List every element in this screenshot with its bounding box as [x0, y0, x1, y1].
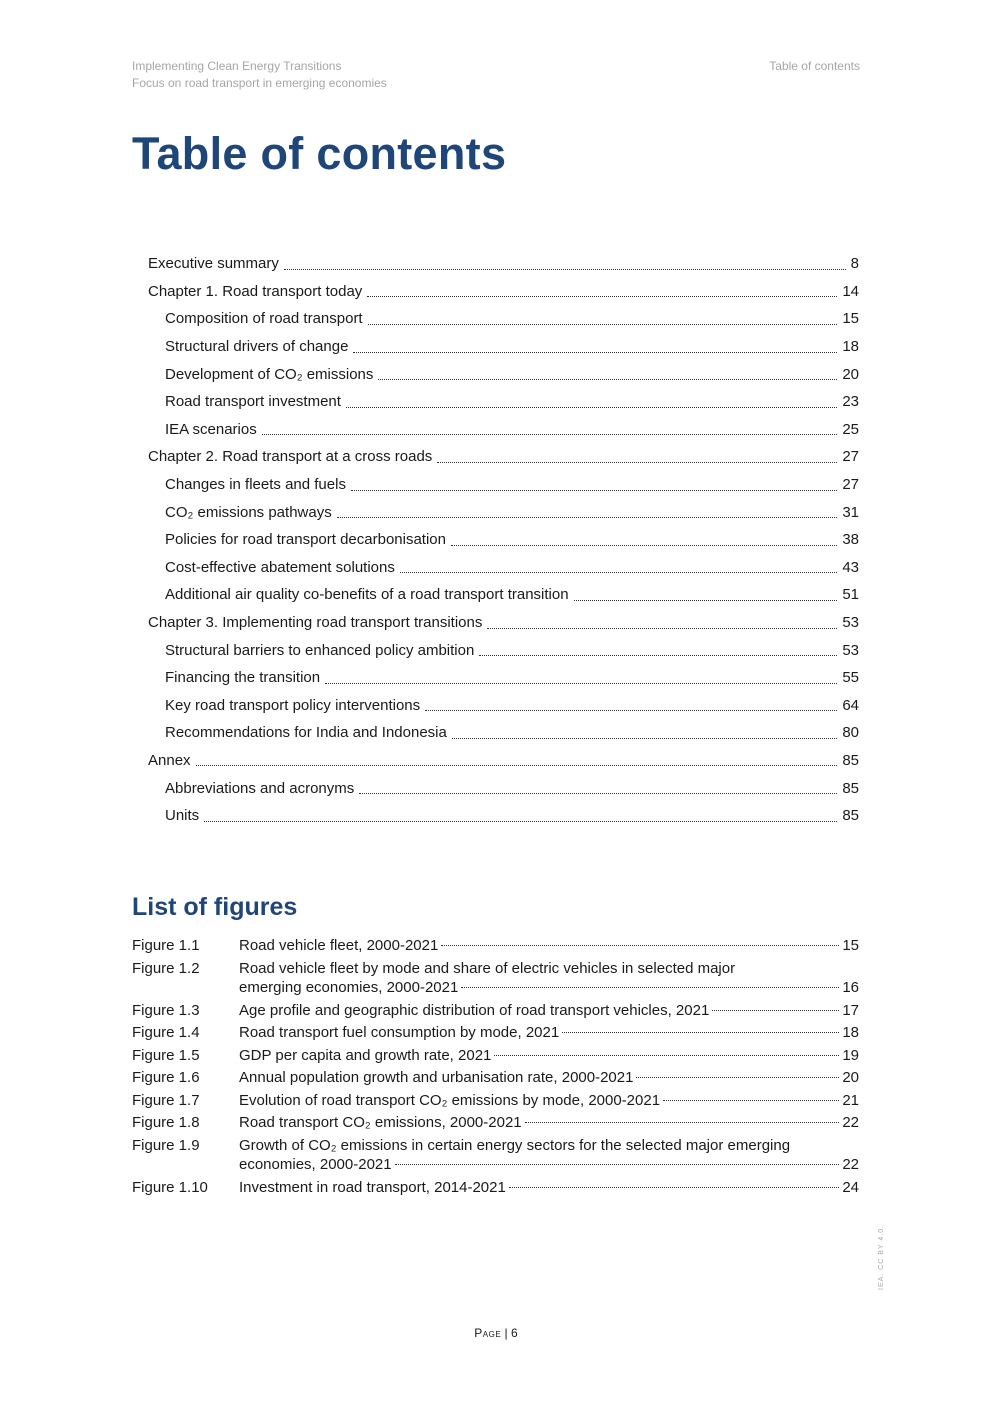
table-of-contents — [148, 250, 859, 829]
toc-entry[interactable] — [148, 526, 859, 554]
figure-caption-line — [239, 1178, 859, 1198]
dot-leader — [359, 792, 837, 794]
dot-leader — [395, 1164, 840, 1165]
figure-number: Figure 1.2 — [132, 959, 200, 977]
figure-number: Figure 1.9 — [132, 1136, 200, 1154]
toc-entry-page: 85 — [842, 807, 859, 825]
figure-entry[interactable] — [132, 936, 859, 956]
figure-page: 15 — [842, 937, 859, 954]
toc-entry-page: 31 — [842, 503, 859, 521]
toc-entry-page: 25 — [842, 420, 859, 438]
figure-page: 19 — [842, 1046, 859, 1064]
toc-entry[interactable] — [148, 609, 859, 637]
figure-caption-text: Age profile and geographic distribution of road transport vehicles, 2021 — [239, 1001, 710, 1019]
figure-caption-line — [239, 1001, 859, 1021]
figure-caption-text: Road vehicle fleet, 2000-2021 — [239, 937, 439, 954]
dot-leader — [337, 516, 838, 518]
toc-entry-page: 27 — [842, 476, 859, 494]
figure-caption — [239, 1023, 859, 1043]
toc-entry[interactable] — [148, 719, 859, 747]
toc-entry[interactable] — [148, 305, 859, 333]
toc-entry-page: 18 — [842, 338, 859, 356]
dot-leader — [400, 571, 837, 573]
dot-leader — [574, 599, 838, 601]
figure-caption-text: Road transport fuel consumption by mode, 2021 — [239, 1024, 560, 1041]
figure-caption — [239, 1001, 859, 1021]
figure-number: Figure 1.10 — [132, 1178, 208, 1196]
toc-entry-page: 85 — [842, 751, 859, 769]
toc-entry-page: 20 — [842, 365, 859, 383]
figure-caption-text: GDP per capita and growth rate, 2021 — [239, 1046, 492, 1064]
page-footer — [0, 1326, 992, 1340]
toc-entry[interactable] — [148, 388, 859, 416]
toc-entry-page: 8 — [850, 255, 859, 273]
dot-leader — [441, 945, 839, 946]
toc-entry[interactable] — [148, 333, 859, 361]
figure-caption-line — [239, 959, 859, 979]
dot-leader — [712, 1010, 839, 1011]
toc-entry-page: 80 — [842, 724, 859, 742]
figure-entry[interactable] — [132, 1001, 859, 1021]
figure-entry[interactable] — [132, 959, 859, 998]
figure-number: Figure 1.5 — [132, 1046, 200, 1064]
figure-number: Figure 1.6 — [132, 1069, 200, 1086]
figure-caption — [239, 959, 859, 998]
dot-leader — [325, 682, 837, 684]
figure-caption-text: Road vehicle fleet by mode and share of electric vehicles in selected major — [239, 959, 736, 977]
toc-entry[interactable] — [148, 554, 859, 582]
dot-leader — [452, 737, 837, 739]
figure-page: 21 — [842, 1091, 859, 1109]
dot-leader — [284, 268, 846, 270]
toc-entry-label: Composition of road transport — [165, 310, 366, 327]
toc-entry-page: 53 — [842, 641, 859, 659]
toc-entry-label: Key road transport policy interventions — [165, 697, 423, 714]
dot-leader — [437, 461, 837, 463]
toc-entry-label: Chapter 1. Road transport today — [148, 283, 365, 300]
dot-leader — [451, 544, 837, 546]
figure-caption-text: Growth of CO₂ emissions in certain energy sectors for the selected major emerging — [239, 1136, 791, 1154]
figure-caption-text: Road transport CO₂ emissions, 2000-2021 — [239, 1114, 522, 1131]
figure-caption-text: economies, 2000-2021 — [239, 1156, 392, 1173]
figure-page: 22 — [842, 1114, 859, 1131]
toc-entry-label: Structural barriers to enhanced policy ambition — [165, 642, 477, 659]
figure-caption-line — [239, 1113, 859, 1133]
footer-separator: | — [501, 1326, 511, 1340]
toc-entry[interactable] — [148, 498, 859, 526]
toc-entry-label: Road transport investment — [165, 393, 344, 410]
footer-page-number: 6 — [511, 1326, 518, 1340]
toc-entry-page: 38 — [842, 531, 859, 549]
toc-entry-label: Structural drivers of change — [165, 338, 351, 355]
toc-entry-label: Recommendations for India and Indonesia — [165, 724, 450, 741]
toc-entry-label: Development of CO₂ emissions — [165, 366, 376, 383]
toc-entry[interactable] — [148, 250, 859, 278]
figure-entry[interactable] — [132, 1046, 859, 1066]
figure-caption-line — [239, 978, 859, 998]
figure-page: 18 — [842, 1024, 859, 1041]
toc-entry-label: Policies for road transport decarbonisation — [165, 531, 449, 548]
figure-entry[interactable] — [132, 1113, 859, 1133]
dot-leader — [196, 764, 838, 766]
dot-leader — [368, 323, 838, 325]
figure-caption — [239, 1178, 859, 1198]
dot-leader — [262, 433, 838, 435]
figure-entry[interactable] — [132, 1023, 859, 1043]
toc-entry-page: 43 — [842, 558, 859, 576]
toc-entry[interactable] — [148, 664, 859, 692]
figure-caption-line — [239, 1068, 859, 1088]
dot-leader — [204, 820, 837, 822]
dot-leader — [351, 489, 837, 491]
dot-leader — [346, 406, 837, 408]
dot-leader — [636, 1077, 839, 1078]
figure-entry[interactable] — [132, 1178, 859, 1198]
dot-leader — [494, 1055, 839, 1056]
toc-entry[interactable] — [148, 774, 859, 802]
dot-leader — [367, 295, 837, 297]
list-of-figures-title: List of figures — [132, 893, 298, 921]
figure-number: Figure 1.4 — [132, 1024, 200, 1041]
dot-leader — [425, 709, 837, 711]
toc-entry-label: Cost-effective abatement solutions — [165, 559, 398, 576]
figure-caption-text: Evolution of road transport CO₂ emissions by mode, 2000-2021 — [239, 1091, 661, 1109]
toc-entry-page: 14 — [842, 282, 859, 300]
figure-page: 17 — [842, 1001, 859, 1019]
toc-entry-page: 53 — [842, 614, 859, 632]
figure-caption — [239, 1091, 859, 1111]
dot-leader — [353, 351, 837, 353]
toc-entry-label: Changes in fleets and fuels — [165, 476, 349, 493]
figure-page: 22 — [842, 1156, 859, 1173]
toc-entry-page: 23 — [842, 393, 859, 411]
figure-caption-line — [239, 1155, 859, 1175]
toc-entry[interactable] — [148, 278, 859, 306]
figure-number: Figure 1.1 — [132, 937, 200, 954]
dot-leader — [562, 1032, 839, 1033]
figure-number: Figure 1.3 — [132, 1001, 200, 1019]
header-report-subtitle: Focus on road transport in emerging economies — [132, 76, 387, 90]
toc-entry-page: 51 — [842, 586, 859, 604]
toc-entry[interactable] — [148, 747, 859, 775]
toc-entry[interactable] — [148, 636, 859, 664]
toc-entry-label: CO₂ emissions pathways — [165, 504, 335, 521]
dot-leader — [525, 1122, 840, 1123]
toc-entry-label: IEA scenarios — [165, 421, 260, 438]
figure-caption-line — [239, 1091, 859, 1111]
figure-caption-line — [239, 1046, 859, 1066]
license-note: IEA. CC BY 4.0. — [878, 1224, 885, 1290]
figure-caption-line — [239, 1136, 859, 1156]
dot-leader — [663, 1100, 839, 1101]
toc-entry-label: Chapter 2. Road transport at a cross roads — [148, 448, 435, 465]
figure-caption-text: Investment in road transport, 2014-2021 — [239, 1178, 506, 1196]
figure-page: 20 — [842, 1069, 859, 1086]
toc-entry[interactable] — [148, 443, 859, 471]
toc-entry-label: Executive summary — [148, 255, 282, 272]
figure-entry[interactable] — [132, 1136, 859, 1175]
figure-number: Figure 1.7 — [132, 1091, 200, 1109]
dot-leader — [479, 654, 837, 656]
figure-caption-line — [239, 1023, 859, 1043]
figure-caption — [239, 936, 859, 956]
toc-entry-page: 55 — [842, 669, 859, 687]
figure-caption-text: emerging economies, 2000-2021 — [239, 979, 459, 996]
figure-caption — [239, 1113, 859, 1133]
toc-entry-page: 64 — [842, 696, 859, 714]
toc-entry-label: Units — [165, 807, 202, 824]
toc-entry-page: 27 — [842, 448, 859, 466]
header-section-name: Table of contents — [769, 59, 860, 73]
figure-entry[interactable] — [132, 1091, 859, 1111]
toc-entry[interactable] — [148, 802, 859, 830]
toc-entry[interactable] — [148, 360, 859, 388]
toc-entry-label: Abbreviations and acronyms — [165, 780, 357, 797]
figure-caption — [239, 1136, 859, 1175]
toc-entry[interactable] — [148, 692, 859, 720]
toc-entry[interactable] — [148, 581, 859, 609]
toc-entry-label: Annex — [148, 752, 194, 769]
header-report-title: Implementing Clean Energy Transitions — [132, 59, 342, 73]
dot-leader — [487, 627, 837, 629]
running-header — [132, 58, 387, 92]
toc-entry[interactable] — [148, 416, 859, 444]
figure-page: 24 — [842, 1178, 859, 1196]
toc-entry[interactable] — [148, 471, 859, 499]
list-of-figures — [132, 936, 859, 1200]
toc-entry-label: Chapter 3. Implementing road transport transitions — [148, 614, 485, 631]
figure-caption — [239, 1046, 859, 1066]
toc-entry-label: Financing the transition — [165, 669, 323, 686]
toc-entry-label: Additional air quality co-benefits of a road transport transition — [165, 586, 572, 603]
figure-caption-line — [239, 936, 859, 956]
figure-page: 16 — [842, 979, 859, 996]
toc-entry-page: 85 — [842, 779, 859, 797]
footer-page-word: Page — [474, 1326, 502, 1340]
figure-caption — [239, 1068, 859, 1088]
page-title: Table of contents — [132, 128, 507, 179]
dot-leader — [378, 378, 837, 380]
dot-leader — [461, 987, 839, 988]
figure-caption-text: Annual population growth and urbanisation rate, 2000-2021 — [239, 1069, 634, 1086]
figure-entry[interactable] — [132, 1068, 859, 1088]
toc-entry-page: 15 — [842, 310, 859, 328]
dot-leader — [509, 1187, 839, 1188]
figure-number: Figure 1.8 — [132, 1114, 200, 1131]
